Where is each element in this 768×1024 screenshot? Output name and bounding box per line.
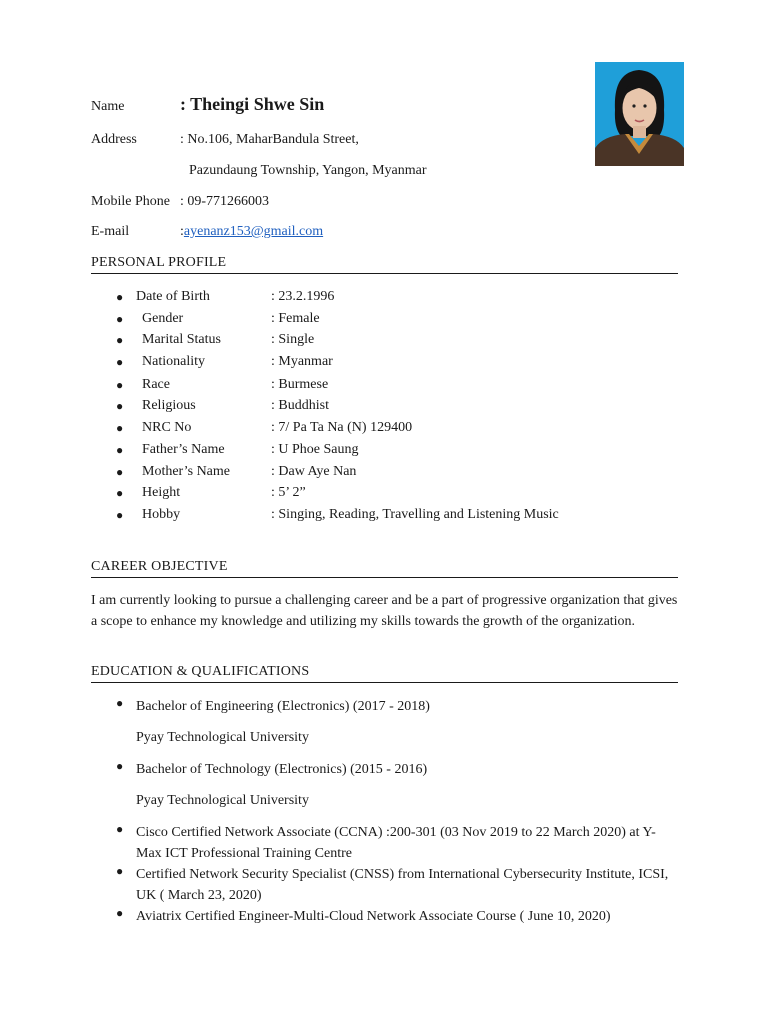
bullet-icon: ● — [116, 333, 124, 347]
bullet-icon: ● — [116, 312, 124, 326]
profile-item — [0, 309, 700, 329]
bullet-icon: ● — [116, 399, 124, 413]
full-name: : Theingi Shwe Sin — [180, 94, 325, 114]
career-objective-heading: CAREER OBJECTIVE — [91, 558, 678, 578]
bullet-icon: ● — [116, 508, 124, 522]
bullet-icon: ● — [116, 486, 124, 500]
profile-value: : Burmese — [271, 377, 329, 392]
profile-label: Height — [142, 485, 181, 500]
profile-value: : Singing, Reading, Travelling and Listening Music — [271, 507, 559, 522]
bullet-icon: ● — [116, 822, 124, 836]
bullet-icon: ● — [116, 906, 124, 920]
name-label: Name — [91, 99, 125, 114]
bullet-icon: ● — [116, 290, 124, 304]
profile-photo — [595, 62, 684, 166]
profile-value: : 5’ 2” — [271, 485, 306, 500]
profile-item — [0, 375, 700, 395]
profile-item — [0, 330, 700, 350]
profile-value: : 7/ Pa Ta Na (N) 129400 — [271, 420, 413, 435]
profile-value: : Single — [271, 332, 315, 347]
profile-value: : U Phoe Saung — [271, 442, 359, 457]
profile-item — [0, 440, 700, 460]
education-heading: EDUCATION & QUALIFICATIONS — [91, 663, 678, 683]
education-degree: Bachelor of Engineering (Electronics) (2017 - 2018) — [136, 699, 430, 714]
email-value-wrap — [180, 222, 323, 242]
bullet-icon: ● — [116, 864, 124, 878]
certification-text: Certified Network Security Specialist (CNSS) from International Cybersecurity Institute, ICSI, UK ( March 23, 2020) — [136, 867, 669, 903]
profile-label: Marital Status — [142, 332, 221, 347]
bullet-icon: ● — [116, 696, 124, 710]
profile-value: : 23.2.1996 — [271, 289, 335, 304]
career-objective-text: I am currently looking to pursue a challenging career and be a part of progressive organization that gives a scope to enhance my knowledge and utilizing my skills towards the growth of the organization. — [91, 593, 678, 629]
profile-item — [0, 505, 700, 525]
profile-label: Father’s Name — [142, 442, 225, 457]
email-colon: : — [180, 224, 184, 239]
bullet-icon: ● — [116, 443, 124, 457]
profile-item — [0, 483, 700, 503]
profile-label: Hobby — [142, 507, 181, 522]
phone-value: : 09-771266003 — [180, 194, 270, 209]
profile-value: : Buddhist — [271, 398, 329, 413]
certification-text: Cisco Certified Network Associate (CCNA) :200-301 (03 Nov 2019 to 22 March 2020) at Y-Max ICT Professional Training Centre — [136, 825, 656, 861]
profile-label: Mother’s Name — [142, 464, 230, 479]
email-label: E-mail — [91, 224, 130, 239]
bullet-icon: ● — [116, 759, 124, 773]
profile-label: Race — [142, 377, 170, 392]
profile-value: : Female — [271, 311, 320, 326]
education-institution: Pyay Technological University — [136, 793, 309, 808]
profile-item — [0, 396, 700, 416]
profile-label: Date of Birth — [136, 289, 210, 304]
address-line-1: : No.106, MaharBandula Street, — [180, 132, 359, 147]
profile-label: Religious — [142, 398, 196, 413]
profile-label: Gender — [142, 311, 184, 326]
profile-item — [0, 287, 700, 307]
profile-item — [0, 418, 700, 438]
phone-label: Mobile Phone — [91, 194, 170, 209]
profile-item — [0, 462, 700, 482]
education-degree: Bachelor of Technology (Electronics) (2015 - 2016) — [136, 762, 428, 777]
education-institution: Pyay Technological University — [136, 730, 309, 745]
bullet-icon: ● — [116, 465, 124, 479]
address-label: Address — [91, 132, 137, 147]
bullet-icon: ● — [116, 355, 124, 369]
certification-text: Aviatrix Certified Engineer-Multi-Cloud Network Associate Course ( June 10, 2020) — [136, 909, 611, 924]
bullet-icon: ● — [116, 378, 124, 392]
profile-value: : Daw Aye Nan — [271, 464, 357, 479]
profile-value: : Myanmar — [271, 354, 333, 369]
profile-item — [0, 352, 700, 372]
bullet-icon: ● — [116, 421, 124, 435]
address-line-2: Pazundaung Township, Yangon, Myanmar — [189, 163, 427, 178]
email-link[interactable]: ayenanz153@gmail.com — [183, 224, 324, 239]
personal-profile-heading: PERSONAL PROFILE — [91, 254, 678, 274]
profile-label: Nationality — [142, 354, 205, 369]
profile-label: NRC No — [142, 420, 192, 435]
